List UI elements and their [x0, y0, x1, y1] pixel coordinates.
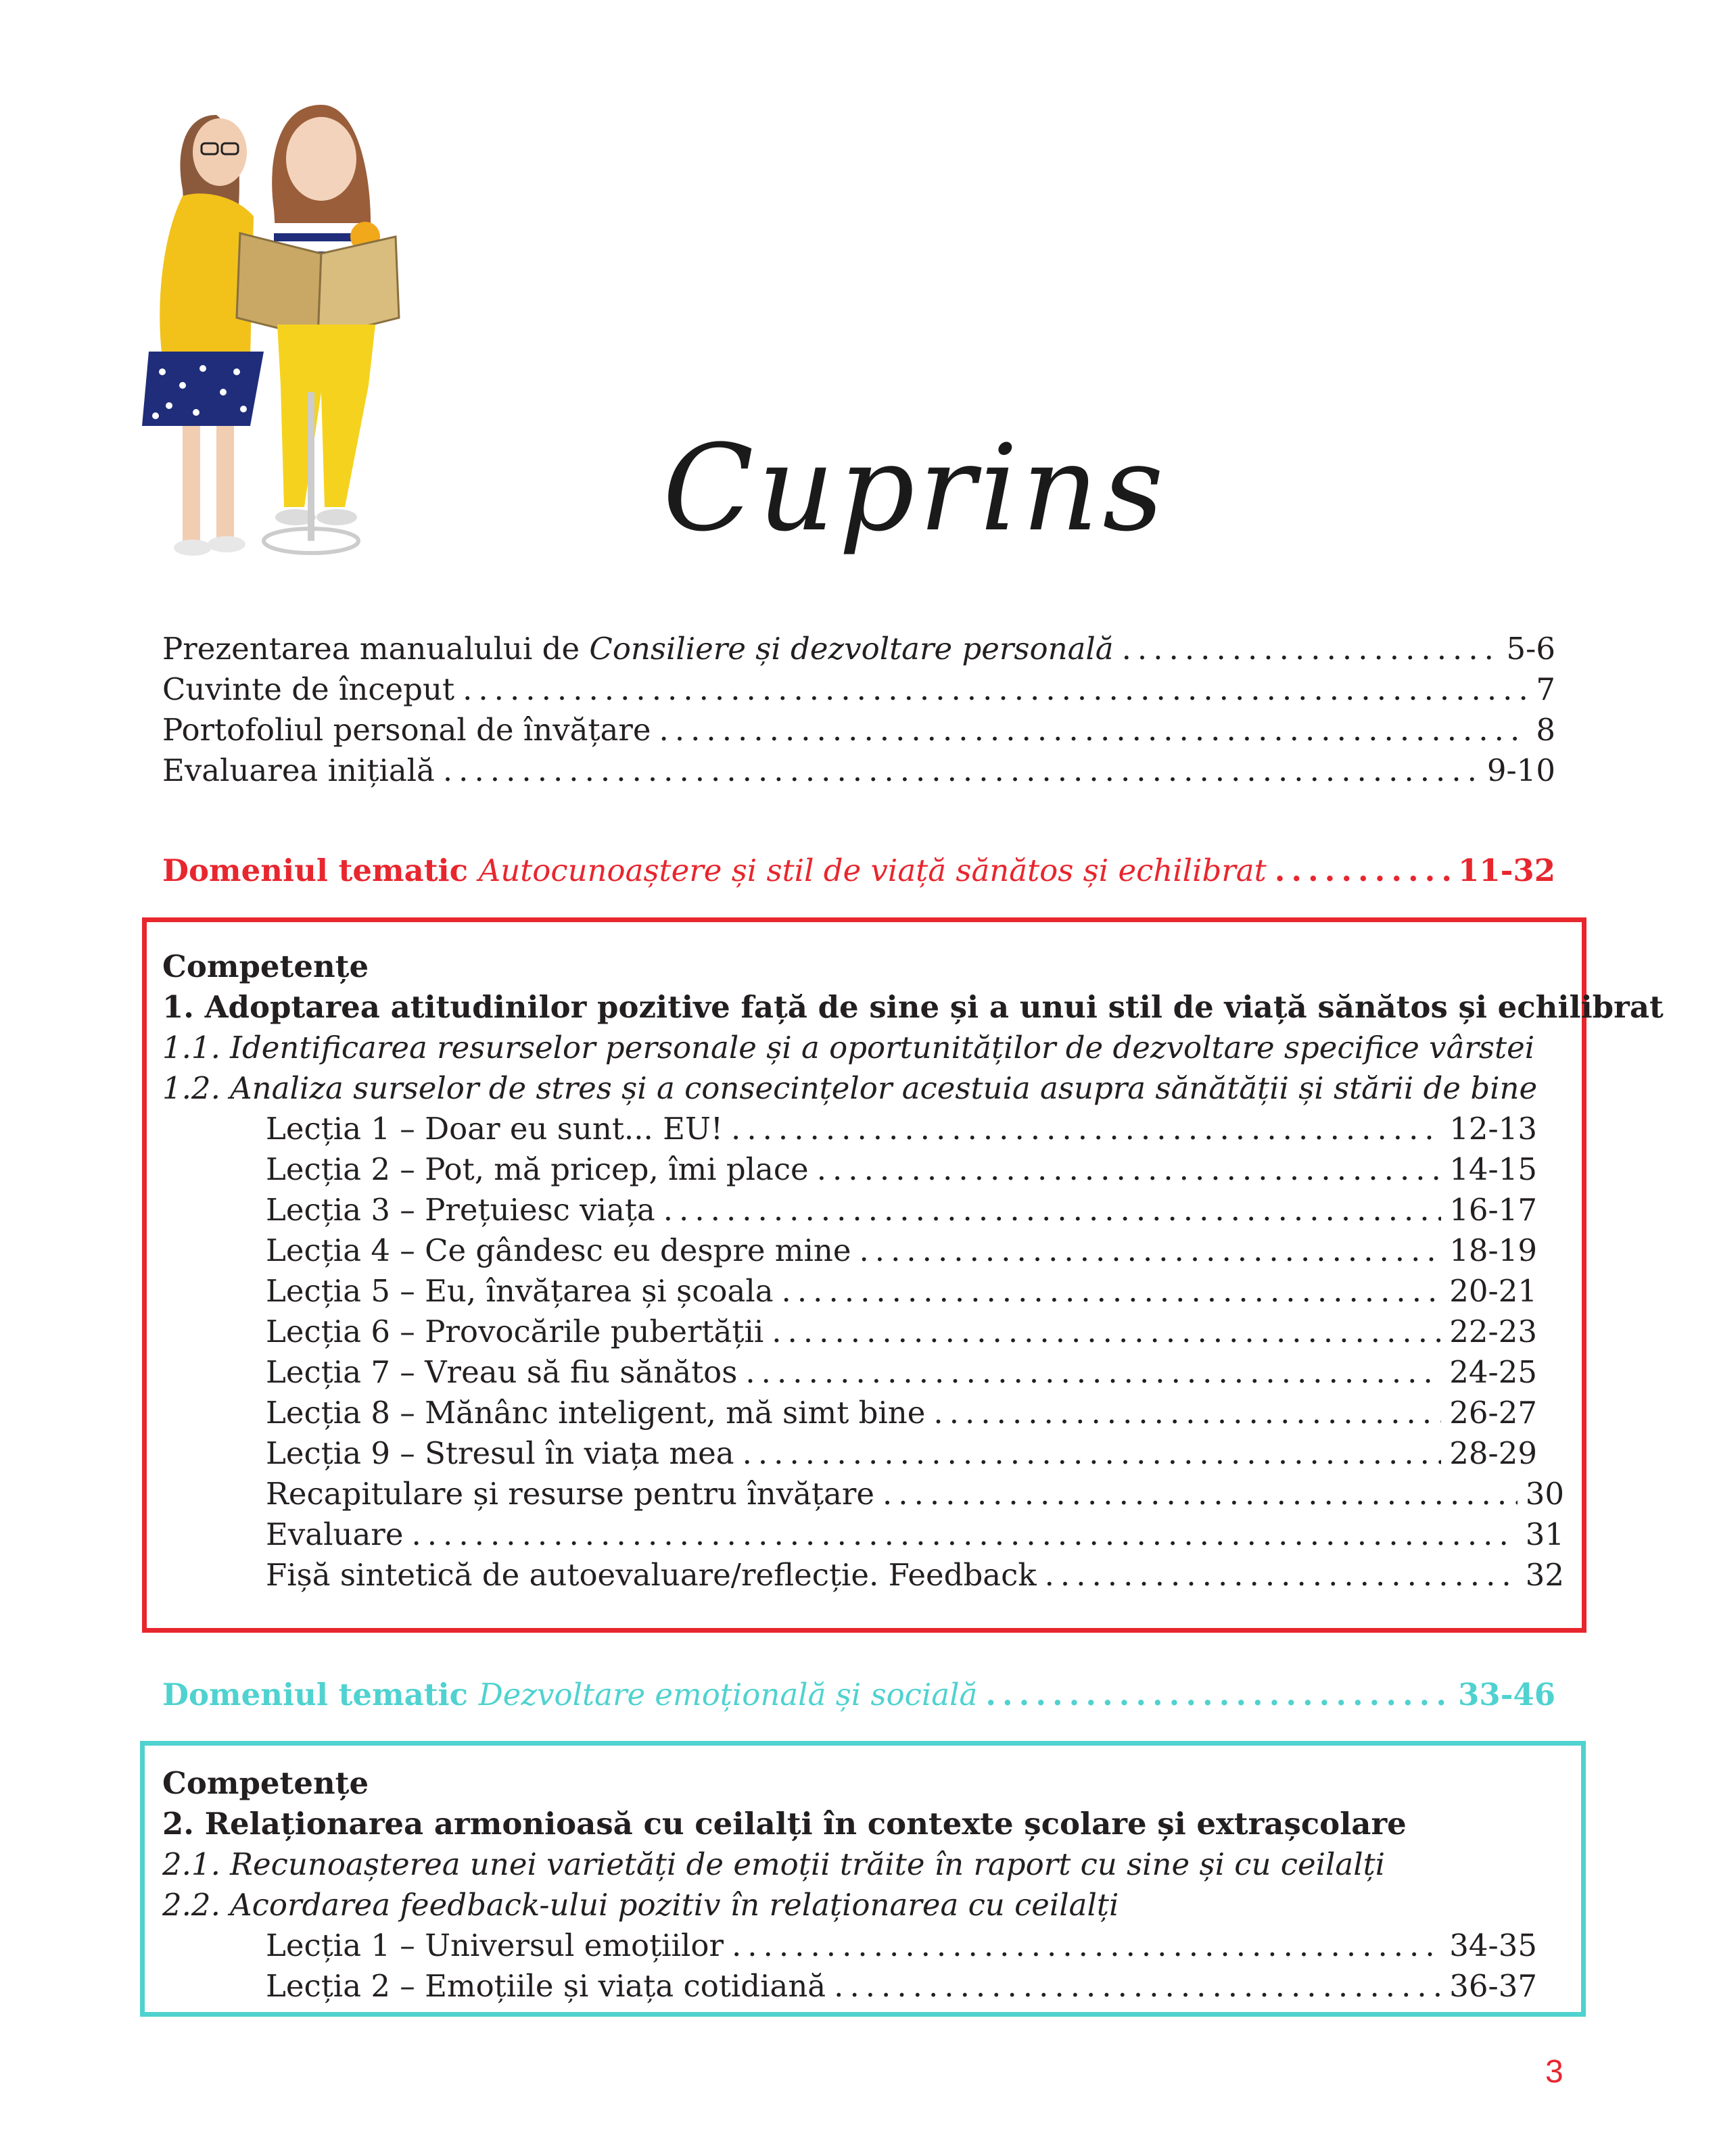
- lesson-label: Lecția 4 – Ce gândesc eu despre mine: [266, 1232, 851, 1268]
- toc-entry[interactable]: [162, 750, 1555, 791]
- lesson-label: Lecția 9 – Stresul în viața mea: [266, 1435, 734, 1471]
- leader-dots: [985, 1675, 1450, 1715]
- sub-competence: 2.1. Recunoașterea unei varietăți de emoții trăite în raport cu sine și cu ceilalți: [162, 1846, 1386, 1882]
- lesson-label: Lecția 1 – Doar eu sunt... EU!: [266, 1111, 724, 1147]
- domain-heading[interactable]: [162, 1675, 1555, 1715]
- lesson-entry[interactable]: [266, 1312, 1537, 1352]
- lesson-entry[interactable]: [266, 1433, 1537, 1474]
- lesson-label: Fișă sintetică de autoevaluare/reflecție. Feedback: [266, 1557, 1037, 1593]
- leader-dots: [463, 669, 1528, 710]
- leader-dots: [933, 1393, 1441, 1433]
- lesson-label: Lecția 3 – Prețuiesc viața: [266, 1192, 655, 1228]
- toc-entry-page: 7: [1536, 671, 1555, 707]
- lesson-label: Lecția 6 – Provocările pubertății: [266, 1314, 764, 1349]
- leader-dots: [817, 1149, 1442, 1190]
- lesson-label: Lecția 2 – Pot, mă pricep, îmi place: [266, 1151, 809, 1187]
- lesson-label: Lecția 5 – Eu, învățarea și școala: [266, 1273, 774, 1309]
- toc-entry-label: Evaluarea inițială: [162, 752, 435, 788]
- leader-dots: [1045, 1555, 1518, 1596]
- toc-entry-page: 8: [1536, 712, 1555, 748]
- lesson-label: Lecția 7 – Vreau să fiu sănătos: [266, 1354, 738, 1390]
- lesson-page: 20-21: [1449, 1273, 1537, 1309]
- lesson-label: Evaluare: [266, 1516, 404, 1552]
- toc-entry-page: 5-6: [1506, 631, 1555, 667]
- toc-entry-label: Prezentarea manualului de Consiliere și dezvoltare personală: [162, 631, 1114, 667]
- sub-competence: 1.1. Identificarea resurselor personale și a oportunităților de dezvoltare specifice vârstei: [162, 1030, 1535, 1065]
- lesson-page: 36-37: [1449, 1968, 1537, 2004]
- lesson-page: 14-15: [1449, 1151, 1537, 1187]
- leader-dots: [731, 1109, 1441, 1149]
- domain-pages: 33-46: [1458, 1677, 1555, 1712]
- lesson-page: 31: [1525, 1516, 1564, 1552]
- lesson-page: 28-29: [1449, 1435, 1537, 1471]
- toc-entry-page: 9-10: [1486, 752, 1555, 788]
- leader-dots: [659, 710, 1528, 750]
- sub-competence: 1.2. Analiza surselor de stres și a consecințelor acestuia asupra sănătății și stării de bine: [162, 1070, 1538, 1106]
- page-title: Cuprins: [663, 419, 1168, 558]
- leader-dots: [782, 1271, 1442, 1312]
- lesson-entry[interactable]: [266, 1474, 1564, 1514]
- lesson-label: Lecția 2 – Emoțiile și viața cotidiană: [266, 1968, 826, 2004]
- competence-title: 1. Adoptarea atitudinilor pozitive față de sine și a unui stil de viață sănătos și echilibrat: [162, 989, 1664, 1025]
- lesson-entry[interactable]: [266, 1149, 1537, 1190]
- lesson-entry[interactable]: [266, 1393, 1537, 1433]
- lesson-page: 22-23: [1449, 1314, 1537, 1349]
- leader-dots: [663, 1190, 1442, 1230]
- lesson-entry[interactable]: [266, 1190, 1537, 1230]
- toc-entry[interactable]: [162, 629, 1555, 669]
- lesson-entry[interactable]: [266, 1271, 1537, 1312]
- toc-entry-label: Cuvinte de început: [162, 671, 455, 707]
- competence-title: 2. Relaționarea armonioasă cu ceilalți în contexte școlare și extrașcolare: [162, 1806, 1407, 1842]
- domain-heading[interactable]: [162, 851, 1555, 891]
- leader-dots: [859, 1230, 1441, 1271]
- leader-dots: [772, 1312, 1441, 1352]
- lesson-page: 12-13: [1449, 1111, 1537, 1147]
- lesson-page: 26-27: [1449, 1395, 1537, 1431]
- lesson-entry[interactable]: [266, 1230, 1537, 1271]
- girls-reading-illustration: [135, 101, 433, 588]
- lesson-label: Recapitulare și resurse pentru învățare: [266, 1476, 874, 1512]
- lesson-entry[interactable]: [266, 1109, 1537, 1149]
- toc-entry[interactable]: [162, 710, 1555, 750]
- leader-dots: [883, 1474, 1518, 1514]
- lesson-entry[interactable]: [266, 1925, 1537, 1966]
- lesson-entry[interactable]: [266, 1555, 1564, 1596]
- lesson-page: 18-19: [1449, 1232, 1537, 1268]
- lesson-label: Lecția 1 – Universul emoțiilor: [266, 1927, 724, 1963]
- lesson-page: 24-25: [1449, 1354, 1537, 1390]
- lesson-entry[interactable]: [266, 1514, 1564, 1555]
- sub-competence: 2.2. Acordarea feedback-ului pozitiv în relaționarea cu ceilalți: [162, 1887, 1119, 1923]
- lesson-page: 34-35: [1449, 1927, 1537, 1963]
- competences-heading: Competențe: [162, 949, 369, 984]
- lesson-page: 32: [1525, 1557, 1564, 1593]
- lesson-page: 30: [1525, 1476, 1564, 1512]
- domain-pages: 11-32: [1458, 853, 1555, 888]
- lesson-entry[interactable]: [266, 1966, 1537, 2007]
- domain-heading-label: Domeniul tematic Autocunoaștere și stil de viață sănătos și echilibrat: [162, 853, 1267, 888]
- leader-dots: [443, 750, 1479, 791]
- competences-heading: Competențe: [162, 1765, 369, 1801]
- lesson-page: 16-17: [1449, 1192, 1537, 1228]
- leader-dots: [411, 1514, 1517, 1555]
- leader-dots: [745, 1352, 1441, 1393]
- leader-dots: [834, 1966, 1441, 2007]
- leader-dots: [743, 1433, 1442, 1474]
- leader-dots: [1122, 629, 1499, 669]
- page-number: 3: [1545, 2054, 1563, 2090]
- leader-dots: [732, 1925, 1441, 1966]
- leader-dots: [1275, 851, 1450, 891]
- toc-entry[interactable]: [162, 669, 1555, 710]
- lesson-label: Lecția 8 – Mănânc inteligent, mă simt bine: [266, 1395, 926, 1431]
- lesson-entry[interactable]: [266, 1352, 1537, 1393]
- toc-entry-label: Portofoliul personal de învățare: [162, 712, 651, 748]
- domain-heading-label: Domeniul tematic Dezvoltare emoțională și socială: [162, 1677, 978, 1712]
